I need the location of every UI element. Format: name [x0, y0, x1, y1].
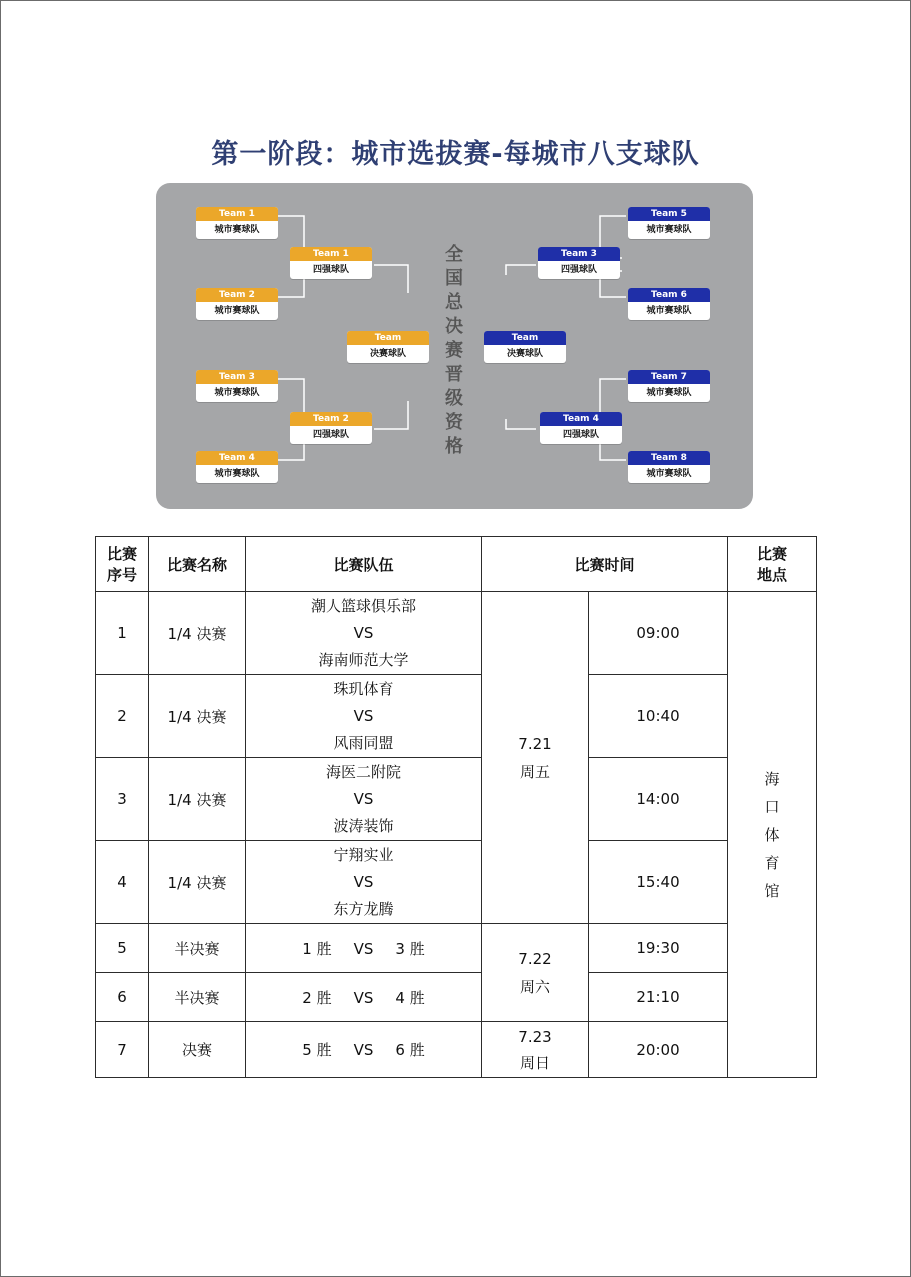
match-name: 1/4 决赛 [149, 758, 246, 841]
connector-line [506, 419, 536, 429]
match-name: 半决赛 [149, 924, 246, 973]
match-time: 14:00 [589, 758, 728, 841]
right-team-card [628, 288, 710, 320]
left-team-card [196, 370, 278, 402]
match-date: 7.22 周六 [482, 924, 589, 1022]
national-finals-qualification-label: 全 国 总 决 赛 晋 级 资 格 [445, 244, 463, 457]
right-team-card [628, 207, 710, 239]
match-venue: 海 口 体 育 馆 [728, 592, 817, 1078]
match-teams: 潮人篮球俱乐部 VS 海南师范大学 [246, 592, 482, 675]
match-name: 1/4 决赛 [149, 675, 246, 758]
team-label: Team 4 [540, 412, 622, 426]
team-role: 决赛球队 [369, 349, 406, 359]
team-label: Team 7 [628, 370, 710, 384]
match-teams: 海医二附院 VS 波涛装饰 [246, 758, 482, 841]
match-number: 1 [96, 592, 149, 675]
team-label: Team 1 [290, 247, 372, 261]
page-title: 第一阶段：城市选拔赛-每城市八支球队 [211, 139, 700, 170]
match-teams: 2 胜 VS 4 胜 [246, 973, 482, 1022]
right-final-card [484, 331, 566, 363]
left-final-card [347, 331, 429, 363]
right-semifinal-card [540, 412, 622, 444]
team-label: Team 4 [196, 451, 278, 465]
team-label: Team 2 [290, 412, 372, 426]
match-date: 7.23 周日 [482, 1022, 589, 1078]
team-label: Team 6 [628, 288, 710, 302]
team-role: 城市赛球队 [646, 306, 692, 316]
match-time: 10:40 [589, 675, 728, 758]
match-number: 3 [96, 758, 149, 841]
right-team-card [628, 451, 710, 483]
match-number: 6 [96, 973, 149, 1022]
team-label: Team 3 [538, 247, 620, 261]
match-time: 20:00 [589, 1022, 728, 1078]
match-teams: 宁翔实业 VS 东方龙腾 [246, 841, 482, 924]
team-role: 四强球队 [562, 430, 599, 440]
match-number: 2 [96, 675, 149, 758]
connector-line [374, 265, 408, 293]
match-name: 1/4 决赛 [149, 592, 246, 675]
team-label: Team 2 [196, 288, 278, 302]
match-teams: 珠玑体育 VS 风雨同盟 [246, 675, 482, 758]
match-teams: 5 胜 VS 6 胜 [246, 1022, 482, 1078]
left-semifinal-card [290, 247, 372, 279]
match-name: 半决赛 [149, 973, 246, 1022]
team-role: 四强球队 [312, 430, 349, 440]
match-date: 7.21 周五 [482, 592, 589, 924]
table-row [96, 675, 817, 758]
connector-line [506, 265, 536, 275]
left-semifinal-card [290, 412, 372, 444]
team-role: 城市赛球队 [214, 469, 260, 479]
match-number: 4 [96, 841, 149, 924]
team-label: Team 3 [196, 370, 278, 384]
right-team-card [628, 370, 710, 402]
header-match-name: 比赛名称 [149, 537, 246, 592]
header-venue: 比赛 地点 [728, 537, 817, 592]
right-semifinal-card [538, 247, 620, 279]
match-name: 决赛 [149, 1022, 246, 1078]
table-header-row [96, 537, 817, 592]
team-role: 城市赛球队 [214, 388, 260, 398]
match-teams: 1 胜 VS 3 胜 [246, 924, 482, 973]
left-team-card [196, 451, 278, 483]
table-row [96, 973, 817, 1022]
match-time: 09:00 [589, 592, 728, 675]
team-role: 城市赛球队 [646, 469, 692, 479]
table-row [96, 841, 817, 924]
team-label: Team [347, 331, 429, 345]
match-time: 15:40 [589, 841, 728, 924]
team-role: 四强球队 [312, 265, 349, 275]
match-number: 5 [96, 924, 149, 973]
team-role: 城市赛球队 [214, 225, 260, 235]
match-time: 19:30 [589, 924, 728, 973]
table-row [96, 924, 817, 973]
table-row [96, 1022, 817, 1078]
connector-line [374, 401, 408, 429]
team-role: 城市赛球队 [646, 225, 692, 235]
team-label: Team 1 [196, 207, 278, 221]
match-schedule-table [95, 536, 817, 1078]
match-time: 21:10 [589, 973, 728, 1022]
team-role: 四强球队 [560, 265, 597, 275]
team-role: 城市赛球队 [214, 306, 260, 316]
match-number: 7 [96, 1022, 149, 1078]
match-name: 1/4 决赛 [149, 841, 246, 924]
header-match-time: 比赛时间 [482, 537, 728, 592]
team-role: 决赛球队 [506, 349, 543, 359]
header-teams: 比赛队伍 [246, 537, 482, 592]
left-team-card [196, 288, 278, 320]
team-role: 城市赛球队 [646, 388, 692, 398]
team-label: Team 5 [628, 207, 710, 221]
tournament-bracket [156, 183, 753, 509]
team-label: Team 8 [628, 451, 710, 465]
header-match-number: 比赛 序号 [96, 537, 149, 592]
table-row [96, 592, 817, 675]
left-team-card [196, 207, 278, 239]
table-row [96, 758, 817, 841]
team-label: Team [484, 331, 566, 345]
